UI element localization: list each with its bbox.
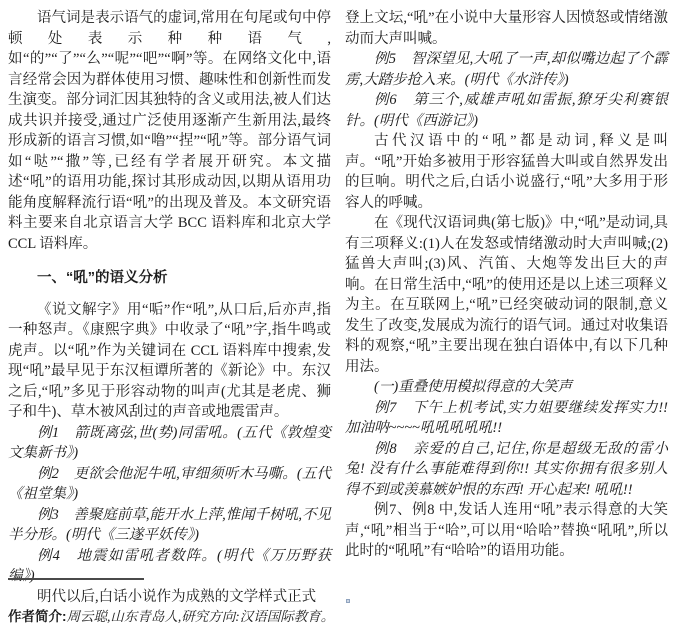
author-bio-footnote: [8, 608, 648, 626]
left-column: [8, 8, 331, 607]
author-bio-text: 周云聪,山东青岛人,研究方向:汉语国际教育。: [66, 608, 335, 624]
right-column: [345, 8, 668, 562]
example-2: 例2 更欲会他泥牛吼,审细须听木马嘶。(五代《祖堂集》): [8, 465, 331, 502]
intro-paragraph: 语气词是表示语气的虚词,常用在句尾或句中停顿处表示种种语气,如“的”“了”“么”“呢”“吧”“啊”等。在网络文化中,语言经常会因为群体使用习惯、趣味性和创新性而发生演变。部分词汇因其独特的含义或用法,被人们达成共识并接受,通过广泛使用逐渐产生新用法,最终形成新的语言习惯,如“噜”“捏”“吼”等。部分语气词如“哒”“撒”等,已经有学者展开研究。本文描述“吼”的语用功能,探讨其形成动因,以期从语用功能角度解释流行语“吼”的出现及普及。本文研究语料主要来自北京语言大学 BCC 语料库和北京大学 CCL 语料库。: [8, 10, 331, 252]
example-7: 例7 下午上机考试,实力姐要继续发挥实力!!加油呐~~~~吼吼吼吼吼!!: [345, 399, 668, 436]
author-bio-label: 作者简介:: [8, 608, 67, 624]
subsection-heading-reduplication: (一)重叠使用模拟得意的大笑声: [374, 379, 573, 395]
example-4: 例4 地震如雷吼者数阵。(明代《万历野获编》): [8, 547, 331, 584]
paragraph-ancient-chinese: 古代汉语中的“吼”都是动词,释义是叫声。“吼”开始多被用于形容猛兽大叫或自然界发出的巨响。明代之后,白话小说盛行,“吼”大多用于形容人的呼喊。: [345, 133, 668, 211]
example-5: 例5 智深望见,大吼了一声,却似嘴边起了个霹雳,大踏步抢入来。(明代《水浒传》): [345, 51, 668, 88]
example-6: 例6 第三个,威雄声吼如雷振,獠牙尖利赛银针。(明代《西游记》): [345, 92, 668, 129]
paragraph-example-discussion: 例7、例8 中,发话人连用“吼”表示得意的大笑声,“吼”相当于“哈”,可以用“哈哈”替换“吼吼”,所以此时的“吼吼”有“哈哈”的语用功能。: [345, 502, 668, 559]
paragraph-ming-novels-continuation: 登上文坛,“吼”在小说中大量形容人因愤怒或情绪激动而大声叫喊。: [345, 10, 668, 47]
paragraph-semantic-analysis: 《说文解字》用“㖃”作“吼”,从口后,后亦声,指一种怒声。《康熙字典》中收录了“吼”字,指牛鸣或虎声。以“吼”作为关键词在 CCL 语料库中搜索,发现“吼”最早见于东汉桓谭所著的《新论》中。东汉之后,“吼”多见于形容动物的叫声(尤其是老虎、狮子和牛)、草木被风刮过的声音或地震雷声。: [8, 301, 331, 420]
example-8: 例8 亲爱的自己,记住,你是超级无敌的雷小兔! 没有什么事能难得到你!! 其实你拥有很多别人得不到或羡慕嫉妒恨的东西! 开心起来! 吼吼!!: [345, 440, 668, 498]
example-1: 例1 箭既离弦,世(势)同雷吼。(五代《敦煌变文集新书》): [8, 424, 331, 461]
paragraph-ming-novels-start: 明代以后,白话小说作为成熟的文学样式正式: [37, 588, 317, 605]
paragraph-modern-dictionary: 在《现代汉语词典(第七版)》中,“吼”是动词,具有三项释义:(1)人在发怒或情绪激动时大声叫喊;(2)猛兽大声叫;(3)风、汽笛、大炮等发出巨大的声响。在日常生活中,“吼”的使用还是以上述三项释义为主。在互联网上,“吼”已经突破动词的限制,意义发生了改变,发展成为流行的语气词。通过对收集语料的观察,“吼”主要出现在独白语体中,有以下几种用法。: [345, 215, 668, 375]
section-heading: 一、“吼”的语义分析: [37, 270, 168, 286]
footnote-divider: [8, 578, 144, 580]
scan-artifact-dot: [346, 599, 350, 603]
example-3: 例3 善聚庭前草,能开水上萍,惟闻千树吼,不见半分形。(明代《三遂平妖传》): [8, 506, 331, 543]
